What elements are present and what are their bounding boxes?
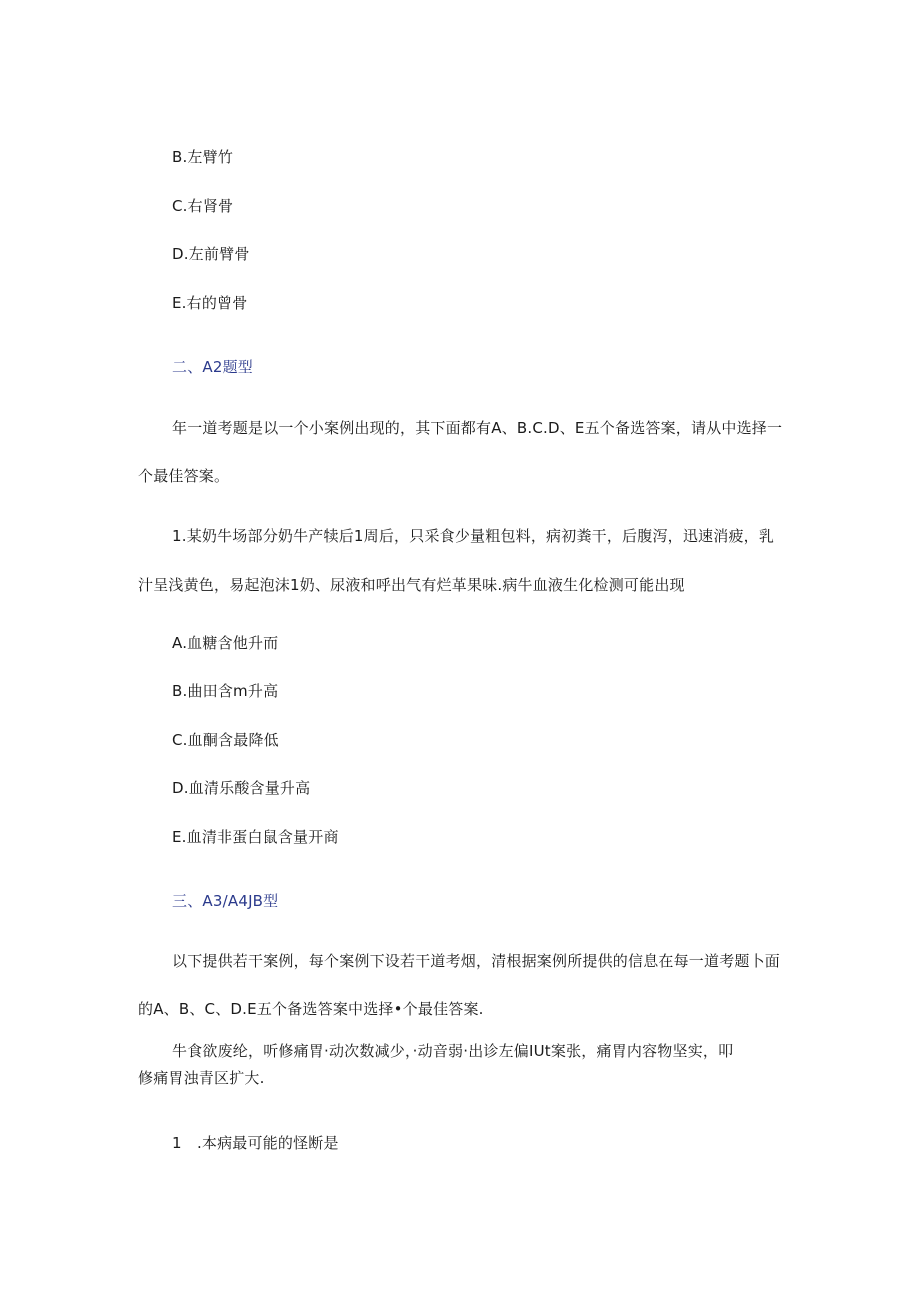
option-d: D.左前臂骨 [172, 245, 250, 263]
section2-option-b: B.曲田含m升高 [172, 682, 279, 700]
section3-question1: 1 .本病最可能的怪断是 [172, 1134, 339, 1152]
section2-intro-line2: 个最佳答案。 [138, 467, 230, 485]
section3-case-line2: 修痛胃浊青区扩大. [138, 1069, 265, 1087]
section3-intro-line2: 的A、B、C、D.E五个备选答案中选择•个最佳答案. [138, 1000, 484, 1018]
section3-intro-line1: 以下提供若干案例，每个案例下设若干道考烟，清根据案例所提供的信息在每一道考题卜面 [172, 952, 781, 970]
section2-question1-line1: 1.某奶牛场部分奶牛产犊后1周后，只采食少量粗包料，病初粪干，后腹泻，迅速消疲，乳 [172, 527, 775, 545]
section2-option-e: E.血清非蛋白鼠含量开商 [172, 828, 339, 846]
option-b: B.左臂竹 [172, 148, 234, 166]
section2-option-c: C.血酮含最降低 [172, 731, 279, 749]
section2-heading: 二、A2题型 [172, 358, 254, 376]
section3-case-line1: 牛食欲废纶，听修痛胃·动次数减少，·动音弱·出诊左偏IUt案张，痛胃内容物坚实，叩 [172, 1042, 734, 1060]
section2-question1-line2: 汁呈浅黄色，易起泡沫1奶、尿液和呼出气有烂革果味.病牛血液生化检测可能出现 [138, 576, 685, 594]
section2-intro-line1: 年一道考题是以一个小案例出现的，其下面都有A、B.C.D、E五个备选答案，请从中选择一 [172, 419, 783, 437]
section2-option-a: A.血糖含他升而 [172, 634, 279, 652]
option-e: E.右的曾骨 [172, 294, 248, 312]
section2-option-d: D.血清乐酸含量升高 [172, 779, 311, 797]
section3-heading: 三、A3/A4JB型 [172, 892, 279, 910]
option-c: C.右肾骨 [172, 197, 234, 215]
